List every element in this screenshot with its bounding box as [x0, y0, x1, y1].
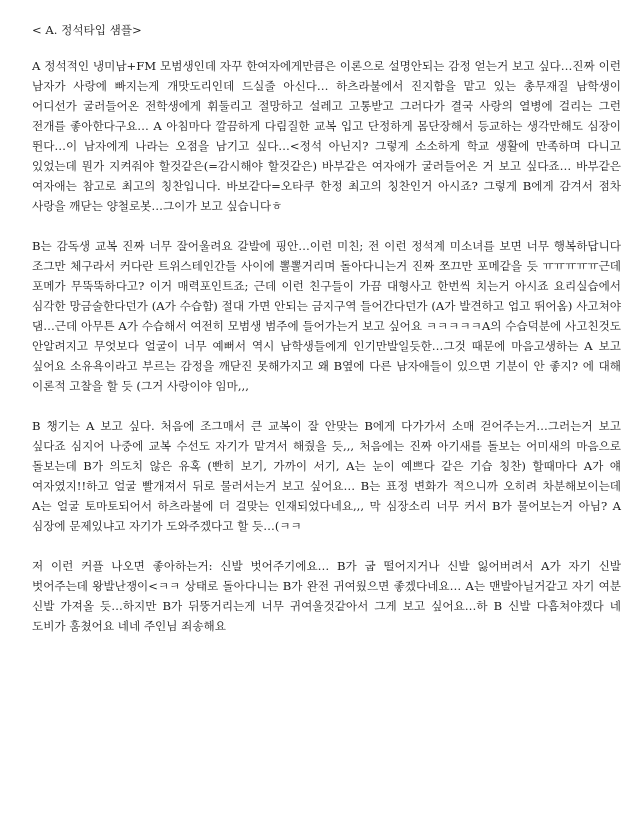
section-title: < A. 정석타입 샘플>	[32, 23, 142, 37]
paragraph-2: B는 감독생 교복 진짜 너무 잘어울려요 갈발에 핑안…이런 미친; 전 이런 정석계 미소녀를 보면 너무 행복하답니다 조그만 체구라서 커다란 트위스테인간들 사이에 뽈뽈거리며 돌아다니는거 진짜 쪼끄만 포메같을 듯 ㅠㅠㅠㅠㅠ근데 포메가 무뚝뚝하다고? 이거 매력포인트죠; 근데 이런 친구들이 가끔 대형사고 한번씩 치는거 아시죠 요리실습에서 심각한 망금술한다던가 (A가 수습함) 절대 가면 안되는 금지구역 들어간다던가 (A가 발견하고 업고 뛰어옴) 사고쳐야 댐…근데 아무튼 A가 수습해서 여전히 모범생 범주에 들어가는거 보고 싶어요 ㅋㅋㅋㅋㅋA의 수습덕분에 사고친것도 안알려지고 무엇보다 얼굴이 너무 예뻐서 역시 남학생들에게 인기만발일듯한…그것 때문에 마음고생하는 A 보고 싶어요 소유욕이라고 부르는 감정을 깨닫진 못해가지고 왜 B옆에 다른 남자애들이 있으면 기분이 안 좋지? 에 대해 이론적 고찰을 할 듯 (그거 사랑이야 임마,,,	[32, 239, 621, 393]
paragraph-1: A 정석적인 냉미남+FM 모범생인데 자꾸 한여자에게만큼은 이론으로 설명안되는 감정 얻는거 보고 싶다…진짜 이런 남자가 사랑에 빠지는게 개맛도리인데 드실줄 아신다… 하츠라불에서 진지함을 맡고 있는 총무재질 남학생이 어디선가 굴러들어온 전학생에게 휘둘리고 절망하고 설레고 고통받고 그러다가 결국 사랑의 열병에 걸리는 그런 전개를 좋아한다구요… A 아침마다 깔끔하게 다림질한 교복 입고 단정하게 몸단장해서 등교하는 생각만해도 심장이 뛴다…이 남자에게 나라는 오점을 남기고 싶다…<정석 아닌지? 그렇게 소소하게 학교 생활에 만족하며 다니고 있었는데 뭔가 지켜줘야 할것같은(=감시해야 할것같은) 바부같은 여자애가 굴러들어온 거 보고 싶다죠… 바부같은 여자애는 참고로 최고의 칭찬입니다. 바보같다=오타쿠 한정 최고의 칭찬인거 아시죠? 그렇게 B에게 감겨서 점차 사랑을 깨닫는 양철로봇…그이가 보고 싶습니다ㅎ	[32, 59, 621, 213]
paragraph-4: 저 이런 커플 나오면 좋아하는거: 신발 벗어주기에요… B가 굽 떨어지거나 신발 잃어버려서 A가 자기 신발 벗어주는데 왕발난쟁이<ㅋㅋ 상태로 돌아다니는 B가 완전 귀여웠으면 좋겠다네요… A는 맨발아닐거같고 자기 여분 신발 가져올 듯…하지만 B가 뒤뚱거리는게 너무 귀여울것같아서 그게 보고 싶어요…하 B 신발 다흠쳐야겠다 네 도비가 훔쳤어요 네네 주인님 죄송해요	[32, 559, 621, 633]
paragraph-3: B 챙기는 A 보고 싶다. 처음에 조그매서 큰 교복이 잘 안맞는 B에게 다가가서 소매 걷어주는거…그러는거 보고 싶다죠 심지어 나중에 교복 수선도 자기가 맡겨서 해줬을 듯,,, 처음에는 진짜 아기새를 돌보는 어미새의 마음으로 돌보는데 B가 의도치 않은 유혹 (빤히 보기, 가까이 서기, A는 눈이 예쁘다 같은 기습 칭찬) 할때마다 A가 얘 여자였지!!하고 얼굴 빨개져서 뒤로 물러서는거 보고 싶어요… B는 표정 변화가 적으니까 오히려 차분해보이는데 A는 얼굴 토마토되어서 하츠라불에 더 걸맞는 인재되었다네요,,, 막 심장소리 너무 커서 B가 물어보는거 아님? A 심장에 문제있냐고 자기가 도와주겠다고 할 듯…(ㅋㅋ	[32, 419, 621, 533]
